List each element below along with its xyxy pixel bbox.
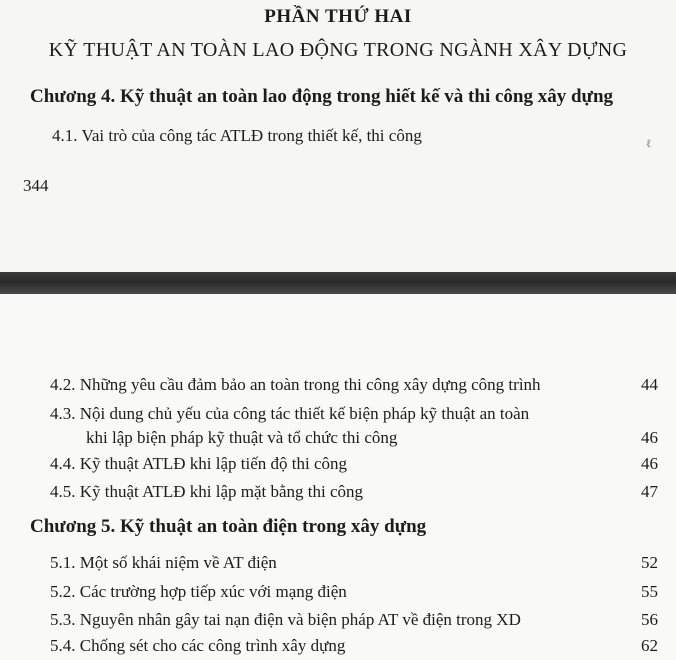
toc-page-5-3: 56 <box>641 610 658 629</box>
toc-page-4-4: 46 <box>641 454 658 473</box>
toc-entry-5-1: 5.1. Một số khái niệm về AT điện <box>50 553 277 572</box>
toc-entry-5-3: 5.3. Nguyên nhân gây tai nạn điện và biện pháp AT về điện trong XD <box>50 610 521 629</box>
part-subtitle: KỸ THUẬT AN TOÀN LAO ĐỘNG TRONG NGÀNH XÂY DỰNG <box>48 39 628 61</box>
toc-entry-4-1: 4.1. Vai trò của công tác ATLĐ trong thiết kế, thi công <box>52 126 422 145</box>
toc-page-5-1: 52 <box>641 553 658 572</box>
toc-entry-5-2: 5.2. Các trường hợp tiếp xúc với mạng điện <box>50 582 347 601</box>
toc-page-5-4: 62 <box>641 636 658 655</box>
toc-page-5-2: 55 <box>641 582 658 601</box>
toc-entry-5-4: 5.4. Chống sét cho các công trình xây dựng <box>50 636 346 655</box>
toc-entry-4-3: 4.3. Nội dung chủ yếu của công tác thiết kế biện pháp kỹ thuật an toàn <box>50 404 530 423</box>
chapter-4-title: Chương 4. Kỹ thuật an toàn lao động trong hiết kế và thi công xây dựng <box>30 86 614 107</box>
toc-page-4-2: 44 <box>641 375 658 394</box>
toc-entry-4-5: 4.5. Kỹ thuật ATLĐ khi lập mặt bằng thi công <box>50 482 364 501</box>
toc-entry-4-4: 4.4. Kỹ thuật ATLĐ khi lập tiến độ thi công <box>50 454 347 473</box>
toc-entry-4-2: 4.2. Những yêu cầu đảm bảo an toàn trong thi công xây dựng công trình <box>50 375 541 394</box>
toc-page-4-5: 47 <box>641 482 658 501</box>
chapter-5-title: Chương 5. Kỹ thuật an toàn điện trong xây dựng <box>30 516 427 537</box>
toc-entry-4-3-cont: khi lập biện pháp kỹ thuật và tổ chức thi công <box>86 428 398 447</box>
page-number: 344 <box>23 176 49 195</box>
toc-page-4-3: 46 <box>641 428 658 447</box>
lower-page <box>0 294 676 660</box>
stray-mark: ℓ <box>646 138 652 150</box>
page-gap-band <box>0 272 676 294</box>
part-title: PHẦN THỨ HAI <box>264 6 412 27</box>
